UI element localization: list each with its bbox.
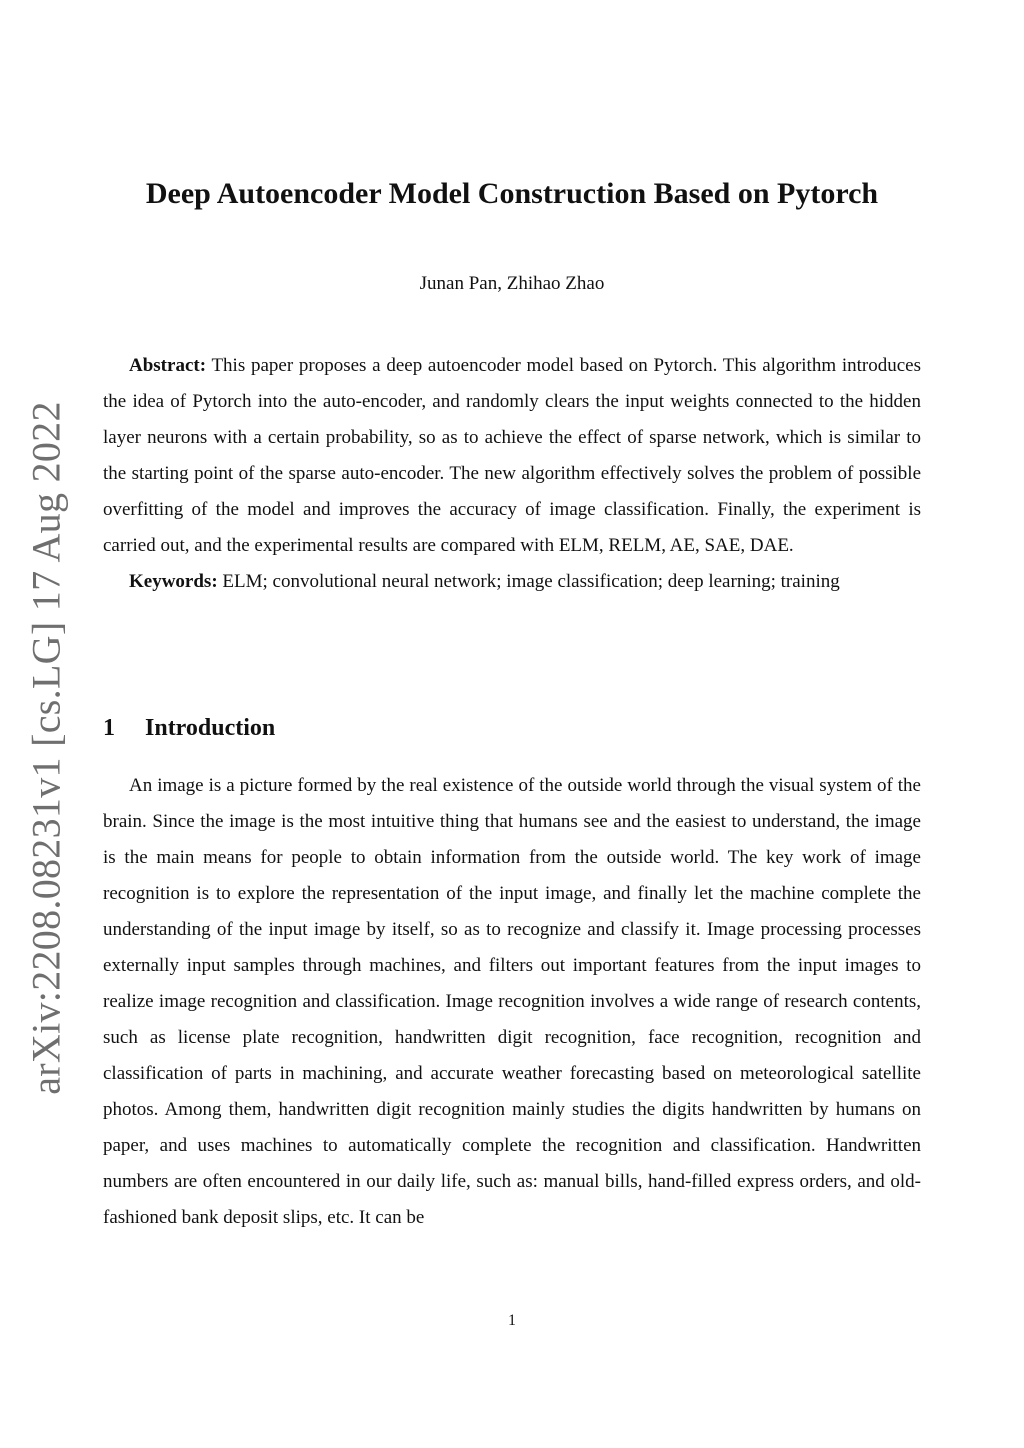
arxiv-identifier-stamp: arXiv:2208.08231v1 [cs.LG] 17 Aug 2022 <box>23 401 69 1095</box>
author-list: Junan Pan, Zhihao Zhao <box>419 273 605 294</box>
abstract-paragraph <box>103 348 921 564</box>
keywords-paragraph <box>103 564 921 600</box>
keywords-label: Keywords: <box>129 571 218 592</box>
abstract-text: This paper proposes a deep autoencoder model based on Pytorch. This algorithm introduces the idea of Pytorch into the auto-encoder, and randomly clears the input weights connected to the hidden layer neurons with a certain probability, so as to achieve the effect of sparse network, which is similar to the starting point of the sparse auto-encoder. The new algorithm effectively solves the problem of possible overfitting of the model and improves the accuracy of image classification. Finally, the experiment is carried out, and the experimental results are compared with ELM, RELM, AE, SAE, DAE. <box>103 355 921 556</box>
introduction-paragraph: An image is a picture formed by the real existence of the outside world through the visual system of the brain. Since the image is the most intuitive thing that humans see and the easiest to understand, the image is the main means for people to obtain information from the outside world. The key work of image recognition is to explore the representation of the input image, and finally let the machine complete the understanding of the input image by itself, so as to recognize and classify it. Image processing processes externally input samples through machines, and filters out important features from the input images to realize image recognition and classification. Image recognition involves a wide range of research contents, such as license plate recognition, handwritten digit recognition, face recognition, recognition and classification of parts in machining, and accurate weather forecasting based on meteorological satellite photos. Among them, handwritten digit recognition mainly studies the digits handwritten by humans on paper, and uses machines to automatically complete the recognition and classification. Handwritten numbers are often encountered in our daily life, such as: manual bills, hand-filled express orders, and old-fashioned bank deposit slips, etc. It can be <box>103 775 921 1228</box>
section-title: Introduction <box>145 715 276 741</box>
section-heading-introduction <box>103 712 275 744</box>
abstract-section <box>103 348 921 600</box>
paper-title: Deep Autoencoder Model Construction Based on Pytorch <box>145 177 879 210</box>
page-number: 1 <box>508 1312 516 1329</box>
abstract-label: Abstract: <box>129 355 207 376</box>
keywords-text: ELM; convolutional neural network; image classification; deep learning; training <box>222 571 840 592</box>
section-number: 1 <box>103 715 115 741</box>
